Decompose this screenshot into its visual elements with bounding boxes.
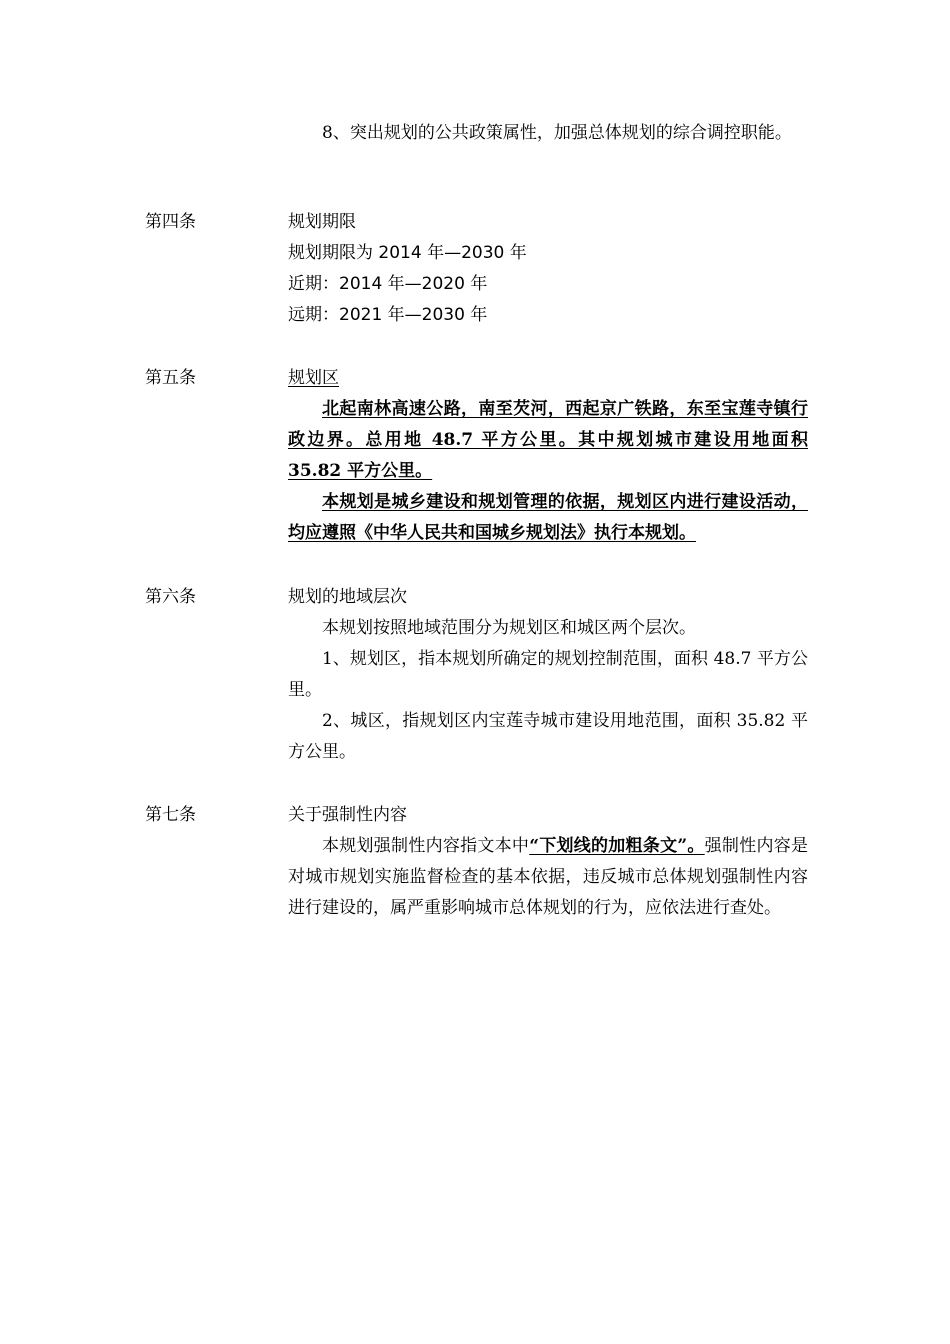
article-5-label: 第五条 [145, 368, 196, 388]
article-continuation-body [288, 118, 808, 149]
article-5-para-2-text: 本规划是城乡建设和规划管理的依据，规划区内进行建设活动，均应遵照《中华人民共和国城乡规划法》执行本规划。 [288, 492, 808, 543]
article-6-body [288, 582, 808, 768]
article-7-label: 第七条 [145, 805, 196, 825]
item-8-text: 8、突出规划的公共政策属性，加强总体规划的综合调控职能。 [322, 123, 792, 143]
article-4-label: 第四条 [145, 212, 196, 232]
article-4-near-term: 近期：2014 年—2020 年 [288, 274, 488, 294]
article-5-para-1 [288, 394, 808, 487]
article-7-para-1-suffix: 强制性内容是对城市规划实施监督检查的基本依据，违反城市总体规划强制性内容进行建设的，属严重影响城市总体规划的行为，应依法进行查处。 [288, 836, 808, 918]
article-6-para-3: 2、城区，指规划区内宝莲寺城市建设用地范围，面积 35.82 平方公里。 [288, 711, 808, 762]
article-5-body [288, 363, 808, 549]
article-5-para-2 [288, 487, 808, 549]
article-4-long-term: 远期：2021 年—2030 年 [288, 305, 488, 325]
article-7-emphasis: “下划线的加粗条文”。 [529, 836, 705, 856]
article-7-title: 关于强制性内容 [288, 805, 407, 825]
article-5-title: 规划区 [288, 368, 339, 388]
article-6-para-2: 1、规划区，指本规划所确定的规划控制范围，面积 48.7 平方公里。 [288, 649, 808, 700]
article-6-label: 第六条 [145, 587, 196, 607]
article-4-body [288, 207, 808, 331]
article-4-title: 规划期限 [288, 212, 356, 232]
article-7-para-1 [288, 831, 808, 924]
article-7-body [288, 800, 808, 924]
article-5-para-1-text: 北起南林高速公路，南至芡河，西起京广铁路，东至宝莲寺镇行政边界。总用地 48.7 平方公里。其中规划城市建设用地面积 35.82 平方公里。 [288, 399, 808, 481]
article-6-title: 规划的地域层次 [288, 587, 407, 607]
article-7-para-1-prefix: 本规划强制性内容指文本中 [322, 836, 530, 856]
article-4-period: 规划期限为 2014 年—2030 年 [288, 243, 527, 263]
article-6-para-1: 本规划按照地域范围分为规划区和城区两个层次。 [322, 618, 696, 638]
article-5-title-line [288, 363, 808, 394]
